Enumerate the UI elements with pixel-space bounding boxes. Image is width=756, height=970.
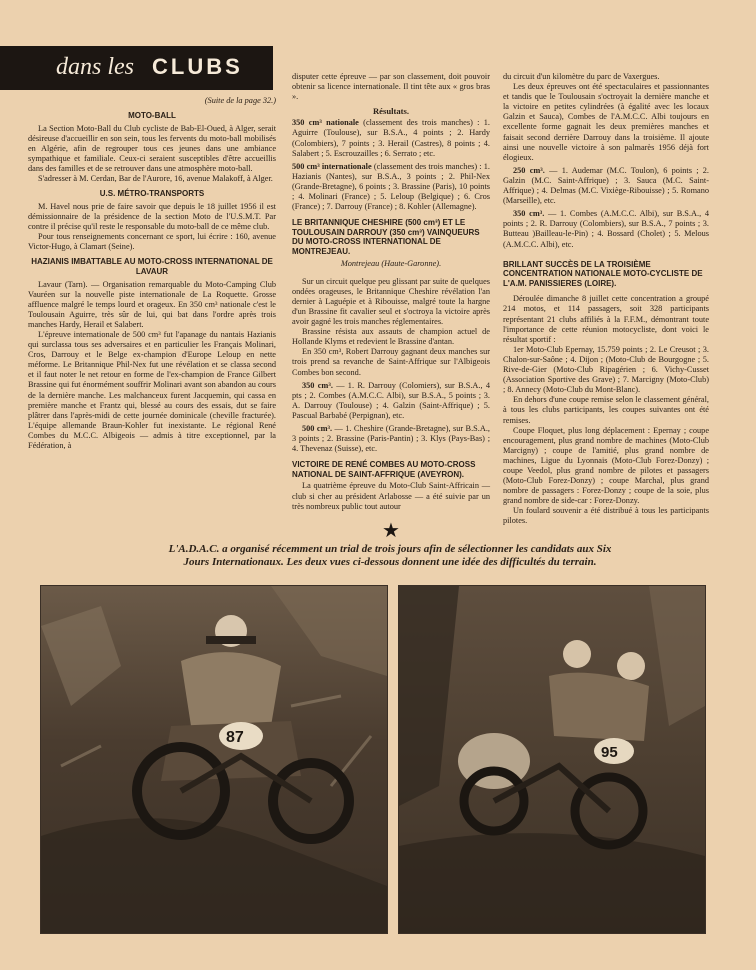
paragraph: du circuit d'un kilomètre du parc de Vaxergues. [503,72,660,81]
paragraph: S'adresser à M. Cerdan, Bar de l'Aurore, 16, avenue Malakoff, à Alger. [38,174,273,184]
paragraph: Pour tous renseignements concernant ce sport, lui écrire : 160, avenue Victor-Hugo, à Clamart (Seine). [28,232,276,252]
paragraph: Sur un circuit quelque peu glissant par suite de quelques ondées orageuses, le Britannique Cheshire révélation l'an dernier à Laguépie et à Ribouisse, malgré toute la hargne d'un Brassine fit cavalier seul et s'octroya la victoire après avoir gagné les trois manches réglementaires. [292,276,490,327]
class-label: 500 cm³ internationale [292,161,372,171]
heading-motoball: MOTO-BALL [128,111,176,121]
paragraph: disputer cette épreuve — par son classement, doit pouvoir obtenir sa licence internationale. Il tint tête aux « gros bras ». [292,72,490,102]
paragraph: La quatrième épreuve du Moto-Club Saint-Affricain — club si cher au président Arlabosse — a été suivie par un très nombreux public tout autour [292,481,490,511]
heading-metro: U.S. MÉTRO-TRANSPORTS [99,189,205,199]
paragraph: En 350 cm³, Robert Darrouy gagnant deux manches sur trois prend sa revanche de Saint-Affrique sur l'Albigeois Combes bon second. [292,347,490,377]
paragraph: — 1. Audemar (M.C. Toulon), 6 points ; 2. Galzin (M.C. Saint-Affrique) ; 3. Sauca (M.C. Saint-Affrique) ; 4. Delmas (M.C. Vixiège-Ribouisse) ; 5. Romano (Marseille), etc. [503,165,709,206]
class-label: 350 cm³ nationale [292,118,359,128]
column-1 [28,96,276,451]
paragraph: Coupe Floquet, plus long déplacement : Epernay ; coupe encouragement, plus grand nombre de machines (Moto-Club Marcigny) ; coupe de l'amitié, plus grand nombre de machines, Ligue du Lyonnais (Moto-Club Forez-Donzy) ; coupe Veedol, plus grand nombre de pilotes et passagers (Moto-Club Forez-Donzy) ; coupe Marchal, plus grand nombre de passagers : Forez-Donzy ; coupe de la soie, plus grand nombre de side-car : Forez-Donzy. [503,425,709,506]
paragraph: Les deux épreuves ont été spectaculaires et passionnantes et tandis que le Toulousain s'octroyait la dernière manche et la victoire en petites cylindrées (à égalité avec les locaux Galzin et Sauca), Combes de l'A.M.C.C. Albi toujours en excellente forme gagnait les deux premières manches et faisait second derrière Darrouy dans la troisième. Il ajoute ainsi une nouvelle victoire à son palmarès 1956 déjà fort élogieux. [503,82,709,162]
photo-solo-rider [40,585,388,934]
heading-britannique: LE BRITANNIQUE CHESHIRE (500 cm³) ET LE TOULOUSAIN DARROUY (350 cm³) VAINQUEURS DU MOTO-CROSS INTERNATIONAL DE MONTREJEAU. [292,218,480,256]
photo-sidecar-image [399,586,705,933]
heading-brillant: BRILLANT SUCCÈS DE LA TROISIÈME CONCENTRATION NATIONALE MOTO-CYCLISTE DE L'A.M. PANISSIERES (LOIRE). [503,259,703,288]
paragraph: (classement des trois manches) : 1. Hazianis (Nantes), sur B.S.A., 3 points ; 2. Phil-Nex (Grande-Bretagne), 6 points ; 3. Brassine (Paris), 10 points ; 4. Molinari (France) ; 5. Leloup (Belgique) ; 6. Cros (France) ; 7. Darrouy (France) ; 8. Kohler (Allemagne). [292,161,490,212]
sidecar-number: 95 [601,744,618,761]
class-label: 350 cm³. [302,380,333,390]
banner-dans: dans les [56,54,134,80]
section-banner [0,46,273,90]
class-label: 250 cm³. [513,165,545,175]
paragraph: M. Havel nous prie de faire savoir que depuis le 18 juillet 1956 il est démissionnaire de la présidence de la section Moto de l'U.S.M.T. Par contre il précise qu'il reste le responsable du moto-ball de ce même club. [28,201,276,232]
place-line: Montrejeau (Haute-Garonne). [340,258,442,268]
heading-combes: VICTOIRE DE RENÉ COMBES AU MOTO-CROSS NATIONAL DE SAINT-AFFRIQUE (AVEYRON). [292,460,476,479]
photo-sidecar [398,585,706,934]
paragraph: Un foulard souvenir a été distribué à tous les participants pilotes. [503,506,709,526]
heading-results: Résultats. [372,106,410,117]
banner-clubs: CLUBS [152,54,243,79]
rider-number: 87 [226,729,244,746]
paragraph: En dehors d'une coupe remise selon le classement général, à tous les clubs participants, les coupes suivantes ont été remises. [503,395,709,425]
paragraph: Lavaur (Tarn). — Organisation remarquable du Moto-Camping Club Vauréen sur la nouvelle piste internationale de La Roquette. Grosse affluence malgré le temps lourd et orageux. En 350 cm³ nationale c'est le Toulousain Aguirre, très sûr de lui, qui bat dans l'ordre après trois manches Hardy, Herail et Salabert. [28,279,276,329]
class-label: 500 cm³. [302,424,333,433]
paragraph: (classement des trois manches) : 1. Aguirre (Toulouse), sur B.S.A., 4 points ; 2. Hardy (Colombiers), 7 points ; 3. Herail (Castres), 8 points ; 4. Salabert ; 5. Escrouzailles ; 6. Serrato ; etc. [292,118,490,158]
paragraph: 1er Moto-Club Epernay, 15.759 points ; 2. Le Creusot ; 3. Chalon-sur-Saône ; 4. Dijon ; (Moto-Club de Bourgogne ; 5. Rive-de-Gier (Moto-Club Ripagérien ; 6. Vichy-Cusset (Association Sportive des Grave) ; 7. Marcigny (Moto-Club) ; 8. Annecy (Moto-Club du Mont-Blanc). [503,344,709,395]
class-label: 350 cm³. [513,209,545,219]
star-separator: ★ [382,520,400,542]
photo-solo-rider-image [41,586,387,933]
photo-caption: L'A.D.A.C. a organisé récemment un trial de trois jours afin de sélectionner les candidats aux Six Jours Internationaux. Les deux vues ci-dessous donnent une idée des difficultés du terrain. [168,543,612,568]
column-3 [503,72,709,527]
paragraph: — 1. Combes (A.M.C.C. Albi), sur B.S.A., 4 points ; 2. R. Darrouy (Colombiers), sur B.S.A., 7 points ; 3. Butteau )Bailleau-le-Pin) ; 4. Bossard (Cholet) ; 5. Melous (A.M.C.C. Albi), etc. [503,209,709,249]
paragraph: La Section Moto-Ball du Club cycliste de Bab-El-Oued, à Alger, serait désireuse d'accueillir en son sein, tous les fervents du moto-ball mobilisés en Algérie, afin de regrouper tous ces jeunes dans une ambiance sympathique et familiale. Ceux-ci seraient susceptibles d'être accueillis dans des familles et de se retrouver dans une atmosphère moto-ball. [28,123,276,174]
column-2 [292,72,490,512]
paragraph: — 1. R. Darrouy (Colomiers), sur B.S.A., 4 pts ; 2. Combes (A.M.C.C. Albi), sur B.S.A., 5 points ; 3. A. Darrouy (Toulouse) ; 4. Galzin (Saint-Affrique) ; 5. Pascual Barbabé (Perpignan), etc. [292,380,490,420]
paragraph: L'épreuve internationale de 500 cm³ fut l'apanage du nantais Hazianis qui surclassa tous ses adversaires et en particulier les Français Molinari, Cros, Darrouy et le Belge ex-champion d'Europe Leloup en nette méforme. Le Britannique Phil-Nex fut une révélation et se classa second et il faut noter le net retour en forme de l'ex-champion de France Gilbert Brassine qui fut énormément souffrir Molinari avant son abandon au cours de la dernière manche. Les malchanceux furent Jacquemin, qui cassa en première manche et Frantz qui, blessé au cours des essais, dut se faire plâtrer dans l'après-midi de cette journée dominicale (cheville fracturée). L'équipe allemande Braun-Kohler fut inexistante. Le régional René Combes du M.C.C. Albigeois — admis à titre exceptionnel, par la Fédération, à [28,329,276,450]
continued-note: (Suite de la page 32.) [204,96,276,105]
paragraph: Déroulée dimanche 8 juillet cette concentration a groupé 214 motos, et 114 passagers, soit 328 participants représentant 21 clubs affiliés à la F.F.M., démontrant toute l'importance de cette réunion motocycliste, dont voici le résultat sportif : [503,294,709,344]
heading-hazianis: HAZIANIS IMBATTABLE AU MOTO-CROSS INTERNATIONAL DE LAVAUR [31,257,273,276]
paragraph: Brassine résista aux assauts de champion actuel de Hollande Klyms et redevient le Brassine d'antan. [292,327,490,347]
paragraph: — 1. Cheshire (Grande-Bretagne), sur B.S.A., 3 points ; 2. Brassine (Paris-Pantin) ; 3. Klys (Pays-Bas) ; 4. Thevenaz (Suisse), etc. [292,424,490,454]
